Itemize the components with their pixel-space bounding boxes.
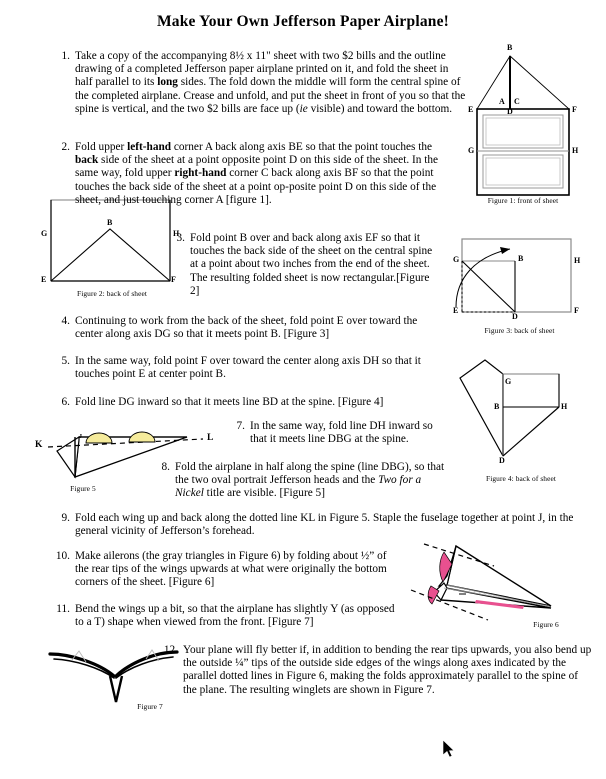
step-6 bbox=[50, 396, 455, 409]
step-6-number: 6. bbox=[61, 396, 70, 408]
step-1 bbox=[50, 50, 466, 116]
figure-4-label-H: H bbox=[561, 402, 568, 411]
step-5-number: 5. bbox=[61, 355, 70, 367]
mouse-cursor bbox=[443, 740, 457, 760]
step-11-number: 11. bbox=[56, 603, 70, 615]
step-12-number: 12. bbox=[163, 644, 178, 656]
step-8-run-0: Fold the airplane in half along the spine (line DBG), so that the two oval portrait Jefferson heads and the bbox=[175, 461, 445, 487]
figure-5-label-J: J bbox=[79, 434, 82, 440]
figure-1-drawing bbox=[472, 48, 597, 188]
step-9-text: Fold each wing up and back along the dotted line KL in Figure 5. Staple the fuselage together at point J, in the general vicinity of Jefferson’s forehead. bbox=[75, 512, 574, 538]
figure-1-label-A: A bbox=[499, 97, 505, 106]
figure-5-label-L: L bbox=[207, 433, 214, 443]
step-5-text: In the same way, fold point F over toward the center along axis DH so that it touches point E at center point B. bbox=[75, 355, 421, 381]
step-2-run-0: Fold upper bbox=[75, 141, 128, 153]
step-1-run-4: visible) and toward the bottom. bbox=[307, 102, 453, 115]
step-1-run-0: Take a copy of the accompanying 8½ x 11" sheet with two $2 bills and the outline drawing of a completed Jefferson paper airplane printed on it, and fold the sheet in half parallel to its bbox=[75, 50, 449, 89]
figure-3-label-D: D bbox=[512, 312, 518, 321]
step-2-run-1: left-hand bbox=[127, 141, 172, 153]
figure-2-label-B: B bbox=[107, 218, 113, 227]
step-10 bbox=[42, 550, 395, 590]
step-1-run-3: ie bbox=[299, 102, 308, 115]
figure-6-drawing bbox=[406, 538, 596, 630]
figure-1-label-F: F bbox=[572, 105, 577, 114]
figure-3 bbox=[452, 235, 597, 335]
step-9-number: 9. bbox=[61, 512, 70, 524]
cursor-arrow-icon bbox=[443, 740, 457, 760]
figure-3-caption: Figure 3: back of sheet bbox=[484, 326, 555, 335]
figure-4-label-D: D bbox=[499, 456, 505, 465]
step-8 bbox=[150, 461, 450, 501]
figure-3-label-F: F bbox=[574, 306, 579, 315]
figure-4 bbox=[455, 356, 600, 486]
step-12 bbox=[150, 644, 592, 697]
step-8-text bbox=[175, 461, 450, 501]
step-11 bbox=[42, 603, 395, 629]
figure-1-label-G: G bbox=[468, 146, 475, 155]
figure-4-caption: Figure 4: back of sheet bbox=[485, 474, 557, 483]
step-1-run-1: long bbox=[157, 76, 178, 89]
figure-4-label-B: B bbox=[494, 402, 500, 411]
figure-1-label-C: C bbox=[514, 97, 520, 106]
figure-1 bbox=[468, 43, 597, 205]
figure-1-label-B: B bbox=[507, 43, 513, 52]
step-1-number: 1. bbox=[61, 50, 70, 62]
step-7-number: 7. bbox=[236, 420, 245, 432]
figure-3-drawing bbox=[452, 235, 592, 320]
step-3 bbox=[165, 229, 440, 298]
step-7 bbox=[225, 420, 450, 446]
step-2-run-6: corner C back along axis BF so that the point touches the back side of the sheet at a point op-posite point D on this side of the sheet, and just touching corner A [figure 1]. bbox=[75, 167, 437, 206]
step-2-run-4: side of the sheet at a point opposite point D on this side of the sheet. In the same way, fold upper bbox=[75, 154, 439, 180]
figure-4-drawing bbox=[455, 356, 595, 474]
figure-5-label-K: K bbox=[35, 440, 43, 450]
step-10-number: 10. bbox=[55, 550, 70, 562]
step-2-text bbox=[75, 141, 456, 207]
step-12-text: Your plane will fly better if, in addition to bending the rear tips upwards, you also bend up the outside ¼” tips of the outside side edges of the wings along axes indicated by the parallel dotted lines in Figure 6, making the folds approximately parallel to the spine of the plane. The resulting winglets are shown in Figure 7. bbox=[183, 644, 592, 696]
step-2 bbox=[50, 141, 456, 207]
figure-2-label-H: H bbox=[173, 229, 180, 238]
step-8-number: 8. bbox=[161, 461, 170, 473]
step-4-text: Continuing to work from the back of the sheet, fold point E over toward the center along axis DG so that it meets point B. [Figure 3] bbox=[75, 315, 418, 341]
step-3-text: Fold point B over and back along axis EF so that it touches the back side of the sheet on the central spine at a point about two inches from the end of the sheet. The resulting folded sheet is now rectangular.[Figure 2] bbox=[190, 232, 433, 297]
step-2-run-3: back bbox=[75, 154, 99, 167]
figure-2-caption: Figure 2: back of sheet bbox=[76, 289, 148, 298]
figure-3-label-G: G bbox=[453, 255, 460, 264]
figure-7-caption: Figure 7 bbox=[137, 702, 163, 711]
figure-2-label-F: F bbox=[171, 275, 176, 284]
step-2-run-2: corner A back along axis BE so that the point touches the bbox=[171, 141, 433, 153]
step-1-run-2: sides. The fold down the middle will form the central spine of the completed airplane. Crease and unfold, and put the sheet in front of you so that the spine is vertical, and the two $2 bills are face up ( bbox=[75, 76, 466, 115]
step-7-text: In the same way, fold line DH inward so that it meets line DBG at the spine. bbox=[250, 420, 433, 446]
figure-1-label-D: D bbox=[507, 107, 513, 116]
figure-1-label-H: H bbox=[572, 146, 579, 155]
step-2-run-5: right-hand bbox=[174, 167, 227, 180]
figure-3-label-H: H bbox=[574, 256, 581, 265]
figure-4-label-G: G bbox=[505, 377, 512, 386]
page-title: Make Your Own Jefferson Paper Airplane! bbox=[156, 13, 450, 30]
figure-1-label-E: E bbox=[468, 105, 474, 114]
step-4-number: 4. bbox=[61, 315, 70, 327]
figure-2-label-G: G bbox=[41, 229, 48, 238]
step-5 bbox=[50, 355, 455, 381]
figure-1-caption: Figure 1: front of sheet bbox=[487, 196, 559, 205]
step-11-text: Bend the wings up a bit, so that the airplane has slightly Y (as opposed to a T) shape when viewed from the front. [Figure 7] bbox=[75, 603, 395, 629]
step-3-number: 3. bbox=[176, 232, 185, 244]
figure-6 bbox=[406, 538, 601, 638]
step-8-run-1: Two for a Nickel bbox=[175, 474, 422, 500]
figure-2-label-E: E bbox=[41, 275, 47, 284]
figure-3-label-E: E bbox=[453, 306, 459, 315]
step-8-run-2: title are visible. [Figure 5] bbox=[203, 487, 325, 500]
step-10-text: Make ailerons (the gray triangles in Figure 6) by folding about ½” of the rear tips of the wings upwards at what were originally the bottom corners of the sheet. [Figure 6] bbox=[75, 550, 387, 589]
figure-5-caption: Figure 5 bbox=[70, 484, 96, 493]
figure-6-caption: Figure 6 bbox=[533, 620, 559, 629]
step-6-text: Fold line DG inward so that it meets line BD at the spine. [Figure 4] bbox=[75, 396, 384, 408]
step-2-number: 2. bbox=[61, 141, 70, 153]
step-9 bbox=[50, 512, 590, 538]
step-1-text bbox=[75, 50, 466, 116]
step-4 bbox=[50, 315, 440, 341]
figure-3-label-B: B bbox=[518, 254, 524, 263]
